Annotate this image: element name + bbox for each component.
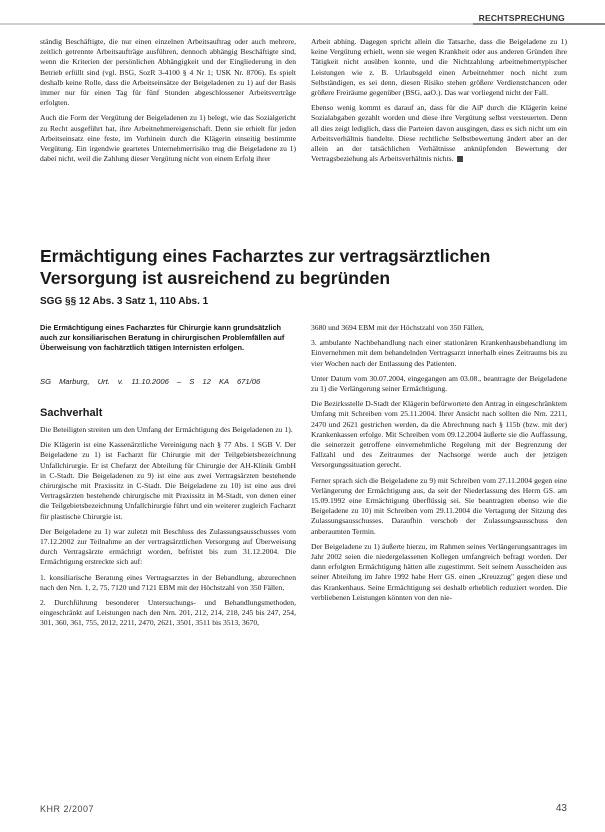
paragraph <box>311 103 567 164</box>
list-item: 2. Durchführung besonderer Untersuchungs- und Behandlungsmethoden, eingeschränkt auf Leistungen nach den Nrn. 201, 212, 214, 218, 245 bis 247, 254, 301, 360, 361, 755, 2012, 2211, 2470, 2621, 3501, 3511 bis 3513, 3670, <box>40 598 296 628</box>
bottom-right-column <box>311 323 567 608</box>
article-title: Ermächtigung eines Facharztes zur vertragsärztlichen Versorgung ist ausreichend zu begründen <box>40 246 491 288</box>
statute-reference: SGG §§ 12 Abs. 3 Satz 1, 110 Abs. 1 <box>40 296 209 307</box>
paragraph: Der Beigeladene zu 1) war zuletzt mit Beschluss des Zulassungsausschusses vom 17.12.2002 zur Teilnahme an der vertragsärztlichen Versorgung auf Überweisung durch Vertragsärzte ermächtigt worden, befristet bis zum 31.12.2004. Die Ermächtigung erstreckte sich auf: <box>40 526 296 567</box>
top-left-column <box>40 37 296 169</box>
paragraph: 3680 und 3694 EBM mit der Höchstzahl von 350 Fällen, <box>311 323 484 332</box>
top-right-column <box>311 37 567 169</box>
paragraph: Arbeit abhing. Dagegen spricht allein die Tatsache, dass die Beigeladene zu 1) keine Vergütung erhielt, wenn sie wegen Krankheit oder aus anderen Gründen ihre Tätigkeit nicht ausüben konnte, und die Nichtzahlung arbeitnehmertypischer Leistungen wie z. B. Urlaubsgeld einen Arbeitnehmer noch nicht zum Selbständigen, es sei denn, diesen Risiko stehen größere Verdienstchancen oder größere Freiräume gegenüber (BSG, aaO.). Das war vorliegend nicht der Fall. <box>311 37 567 98</box>
paragraph: Der Beigeladene zu 1) äußerte hierzu, im Rahmen seines Verlängerungsantrages im Jahr 2002 seien die niedergelassenen Kollegen umfangreich befragt worden. Der dann erfolgten Ermächtigung hätten alle zugestimmt. Seit seinem Ausscheiden aus seiner Abteilung im Jahre 1992 habe Herr GS. einen „Kreuzzug" gegen diese und das Krankenhaus. Seine Ermächtigung sei deshalb erheblich reduziert worden. Die verbliebenen Leistungen könnten von den nie- <box>311 541 567 602</box>
paragraph: Unter Datum vom 30.07.2004, eingegangen am 03.08., beantragte der Beigeladene zu 1) die Verlängerung seiner Ermächtigung. <box>311 373 567 394</box>
bottom-left-column <box>40 425 296 634</box>
paragraph: Die Bezirksstelle D-Stadt der Klägerin befürwortete den Antrag in eingeschränktem Umfang mit Schreiben vom 25.11.2004. Ihrer Ansicht nach sollten die Nrn. 2211, 2470 und 2621 gestrichen werden, da die Abrechnung nach § 115b (bzw. mit der) Krankenkassen erfolge. Mit Schreiben vom 09.12.2004 äußerte sie die Auffassung, die seinerzeit getroffene einvernehmliche Regelung mit der Begrenzung der Fallzahl und des Zeitraumes der Nachsorge werde auch der jetzigen Versorgungssituation gerecht. <box>311 399 567 470</box>
paragraph-text: Ebenso wenig kommt es darauf an, dass für die AiP durch die Klägerin keine Sozialabgaben gezahlt worden und diese ihre Vergütung selbst versteuerten. Denn all dies zeigt lediglich, dass die Parteien davon ausgingen, dass es sich nicht um ein Arbeitsverhältnis handelte. Diese rechtliche Selbstbewertung ändert aber an der allein an der tatsächlichen Verhältnisse anknüpfenden Bewertung der Vertragsbeziehung als Arbeitsverhältnis nichts. <box>311 103 567 164</box>
paragraph: Die Beteiligten streiten um den Umfang der Ermächtigung des Beigeladenen zu 1). <box>40 425 293 434</box>
paragraph: ständig Beschäftigte, die nur einen einzelnen Arbeitsauftrag oder auch mehrere, zeitlich getrennte Arbeitsaufträge ausführen, dennoch abhängig Beschäftigte sind, wenn die Kriterien der persönlichen Abhängigkeit und der Eingliederung in den Betrieb erfüllt sind (vgl. BSG, SozR 3-4100 § 4 Nr 1; USK Nr. 8706). Es spielt deshalb keine Rolle, dass die Arbeitseinsätze der Beigeladenen zu 1) auf der Basis immer nur für einen Tag für fünf Stunden abgeschlossener Arbeitsverträge erfolgten. <box>40 37 296 108</box>
article-end-mark <box>457 156 463 162</box>
paragraph: Die Klägerin ist eine Kassenärztliche Vereinigung nach § 77 Abs. 1 SGB V. Der Beigeladene zu 1) ist Facharzt für Chirurgie mit der Teilgebietsbezeichnung Unfallchirurgie. Er ist Chefarzt der Abteilung für Chirurgie der AH-Klinik GmbH in C-Stadt. Die Beigeladenen zu 9) ist eine aus zwei Vertragsärzten bestehende chirurgische mit Praxissitz in C-Stadt. Die Beigeladene zu 10) ist eine aus drei Vertragsärzten bestehende chirurgische mit Praxissitz in M-Stadt, von denen einer die Teilgebietsbezeichnung Unfallchirurgie führt und ein weiterer zugleich Facharzt für plastische Chirurgie ist. <box>40 440 296 521</box>
header-rule-accent <box>473 23 605 25</box>
paragraph: Auch die Form der Vergütung der Beigeladenen zu 1) belegt, wie das Sozialgericht zu Recht ausgeführt hat, ihre Arbeitnehmereigenschaft. Denn sie erhielt für jeden Arbeitseinsatz eine feste, im Vorhinein durch die Klägerin einseitig bestimmte Vergütung. Ein irgendwie geartetes Unternehmerrisiko trug die Beigeladene zu 1) dabei nicht, weil die Zahlung dieser Vergütung nicht von einem Erfolg ihrer <box>40 113 296 164</box>
headnote: Die Ermächtigung eines Facharztes für Chirurgie kann grundsätzlich auch zur konsiliarischen Beratung in chirurgischen Problemfällen auf Überweisung von fachärztlich tätigen Internisten erfolgen. <box>40 323 285 353</box>
section-label: RECHTSPRECHUNG <box>478 13 565 23</box>
journal-reference: KHR 2/2007 <box>40 804 95 814</box>
page-number: 43 <box>555 803 567 814</box>
section-heading: Sachverhalt <box>40 407 103 419</box>
court-citation: SG Marburg, Urt. v. 11.10.2006 – S 12 KA 671/06 <box>40 377 261 386</box>
paragraph: Ferner sprach sich die Beigeladene zu 9) mit Schreiben vom 27.11.2004 gegen eine Verlängerung der Ermächtigung aus, da seit der Niederlassung des Herrn GS. am 15.09.1992 eine Ermächtigung überflüssig sei. Sie beantragten ebenso wie die Beigeladene zu 10) mit Schreiben vom 29.11.2004 die Vertagung der Sitzung des Zulassungsausschusses. Daraufhin verschob der Zulassungsausschuss den anberaumten Termin. <box>311 475 567 536</box>
list-item: 3. ambulante Nachbehandlung nach einer stationären Krankenhausbehandlung im Einvernehmen mit dem behandelnden Vertragsarzt innerhalb eines Zeitraums bis zu vier Wochen nach der Entlassung des Patienten. <box>311 338 567 368</box>
list-item: 1. konsiliarische Beratung eines Vertragsarztes in der Behandlung, abzurechnen nach den Nrn. 1, 2, 75, 7120 und 7121 EBM mit der Höchstzahl von 350 Fällen, <box>40 572 296 592</box>
